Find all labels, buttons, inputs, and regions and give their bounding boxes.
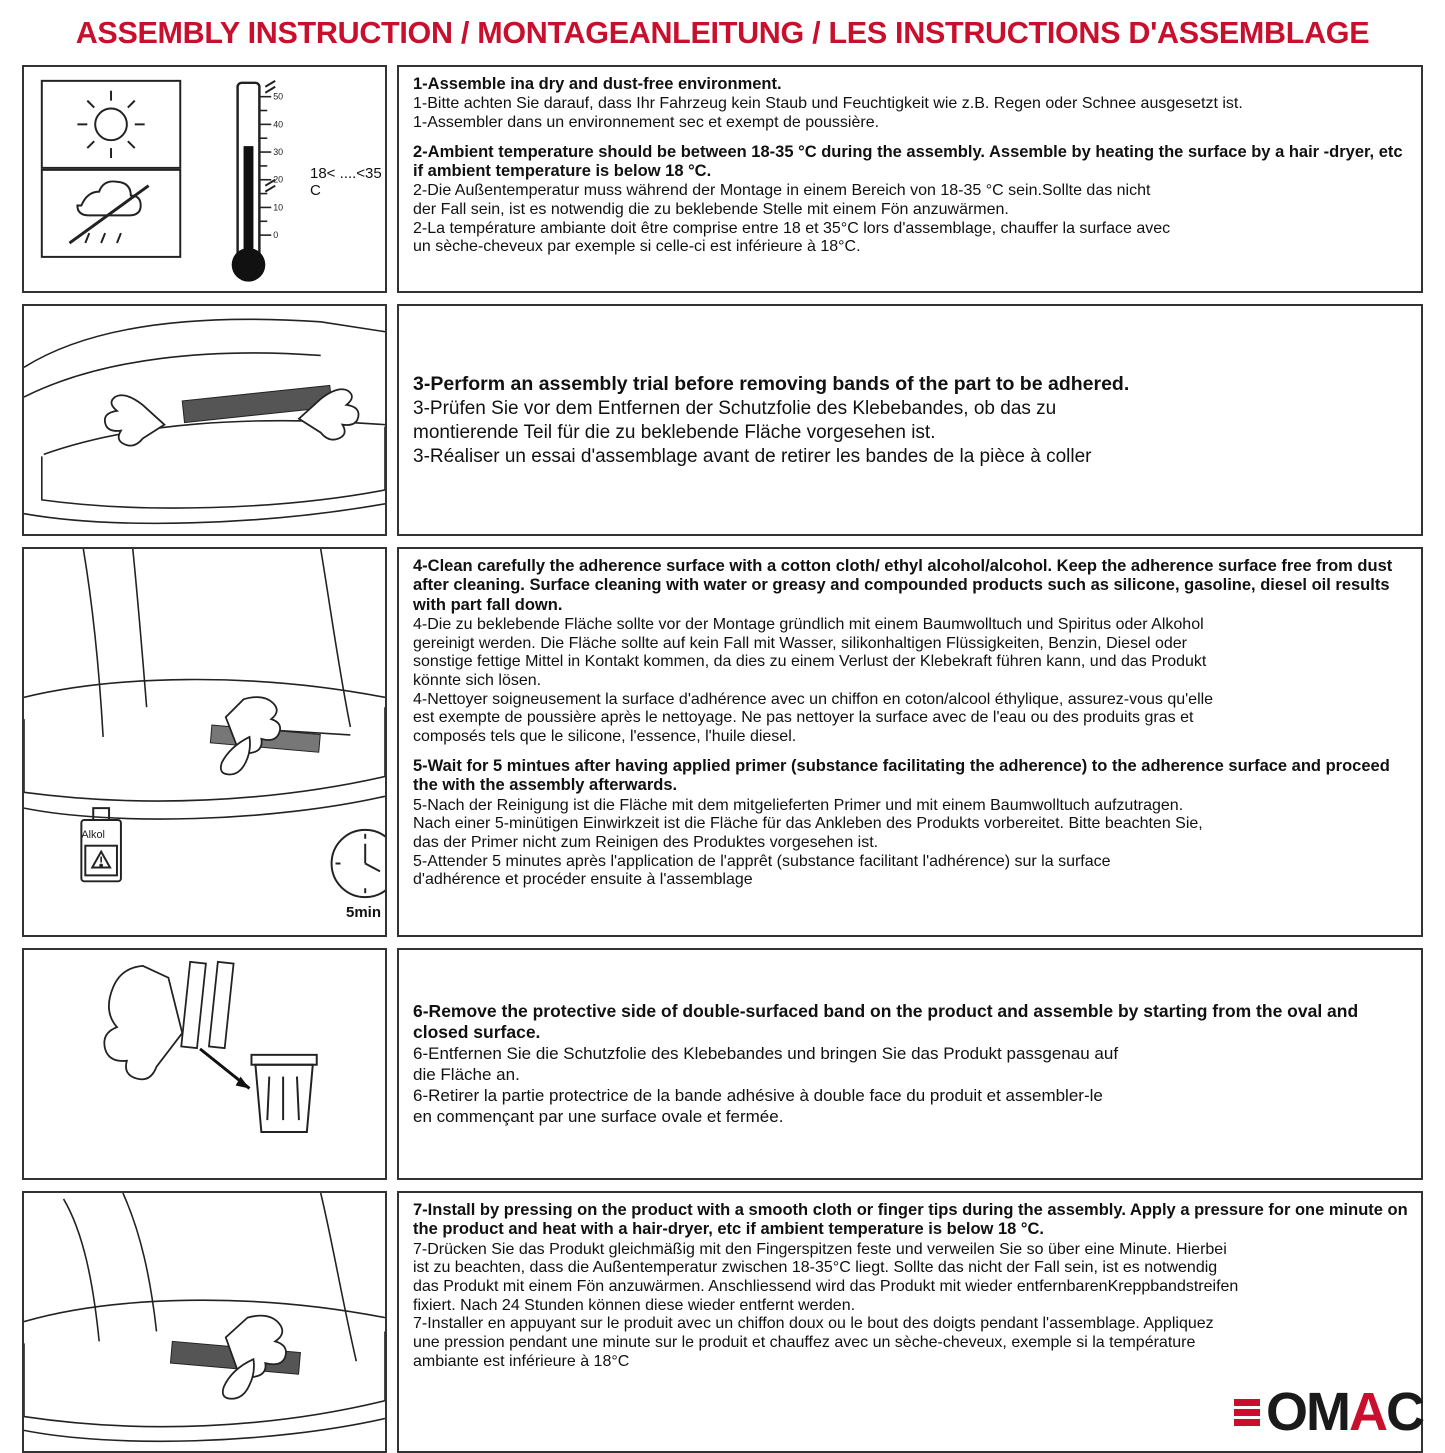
svg-text:0: 0 [273,230,279,241]
step-2-line-fr-2: un sèche-cheveux par exemple si celle-ci est inférieure à 18°C. [413,238,861,256]
step-6-line-fr-2: en commençant par une surface ovale et fermée. [413,1106,784,1126]
clock-label: 5min [346,904,382,921]
step-7-line-de-4: fixiert. Nach 24 Stunden können diese wieder entfernt werden. [413,1296,856,1314]
logo-letter-a: A [1349,1382,1386,1442]
step-7-line-fr-1: 7-Installer en appuyant sur le produit avec un chiffon doux ou le bout des doigts pendant l'assemblage. Appliquez [413,1315,1214,1333]
step-5-line-de-2: Nach einer 5-minütigen Einwirkzeit ist die Fläche für das Ankleben des Produkts vorbereitet. Bitte beachten Sie, [413,815,1203,833]
logo-bars-icon [1234,1399,1260,1426]
step-4-line-de-3: sonstige fettige Mittel in Kontakt kommen, da dies zu einem Verlust der Klebekraft führen kann, und das Produkt [413,653,1207,671]
step-4-highlight: 4-Clean carefully the adherence surface with a cotton cloth/ ethyl alcohol/alcohol. Keep the adherence surface free from dust after cleaning. Surface cleaning with water or greasy and compounded products such as silicone, gasoline, diesel oil results with part fall down. [413,557,1393,614]
step-3-highlight: 3-Perform an assembly trial before removing bands of the part to be adhered. [413,372,1130,395]
step-3-line-de-2: montierende Teil für die zu beklebende Fläche vorgesehen ist. [413,421,936,443]
temperature-range-label: 18< ....<35 C [310,165,382,199]
step-3-line-de-1: 3-Prüfen Sie vor dem Entfernen der Schutzfolie des Klebebandes, ob das zu [413,398,1057,420]
step-6-line-de-2: die Fläche an. [413,1065,520,1085]
step-4-line-de-1: 4-Die zu beklebende Fläche sollte vor der Montage gründlich mit einem Baumwolltuch und Spiritus oder Alkohol [413,615,1204,633]
instruction-text-1 [397,65,1423,293]
instruction-text-6 [397,948,1423,1180]
step-1-highlight: 1-Assemble ina dry and dust-free environment. [413,75,782,93]
step-1-line-fr: 1-Assembler dans un environnement sec et exempt de poussière. [413,114,880,132]
step-7-highlight: 7-Install by pressing on the product with a smooth cloth or finger tips during the assembly. Apply a pressure for one minute on the product and heat with a hair-dryer, etc if ambient temperature is below 18 °C. [413,1201,1408,1239]
instruction-row-4 [22,948,1423,1180]
logo-letter-c: C [1386,1382,1423,1442]
step-7-line-de-1: 7-Drücken Sie das Produkt gleichmäßig mit den Fingerspitzen feste und verweilen Sie so über eine Minute. Hierbei [413,1240,1227,1258]
brand-logo [1234,1382,1423,1442]
pictogram-environment [22,65,387,293]
step-2-highlight: 2-Ambient temperature should be between 18-35 °C during the assembly. Assemble by heating the surface by a hair -dryer, etc if ambient temperature is below 18 °C. [413,142,1403,181]
step-4-line-de-2: gereinigt werden. Die Fläche sollte auf kein Fall mit Wasser, silikonhaltigen Flüssigkeiten, Benzin, Diesel oder [413,634,1187,652]
step-2-line-de-2: der Fall sein, ist es notwendig die zu beklebende Stelle mit einem Fön anzuwärmen. [413,201,1009,219]
instruction-row-3 [22,547,1423,937]
step-7-line-de-2: ist zu beachten, dass die Außentemperatur zwischen 18-35°C liegt. Sollte das nicht der Fall sein, ist es notwendig [413,1259,1218,1277]
pictogram-trial-fit [22,304,387,536]
step-5-line-de-1: 5-Nach der Reinigung ist die Fläche mit dem mitgelieferten Primer und mit einem Baumwolltuch aufzutragen. [413,796,1184,814]
svg-text:30: 30 [273,147,284,158]
step-3-line-fr: 3-Réaliser un essai d'assemblage avant de retirer les bandes de la pièce à coller [413,445,1092,467]
bottle-label: Alkol [81,828,105,841]
svg-text:10: 10 [273,202,284,213]
pictogram-press-product [22,1191,387,1453]
step-5-line-fr-1: 5-Attender 5 minutes après l'application de l'apprêt (substance facilitant l'adhérence) sur la surface [413,852,1111,870]
step-6-line-fr-1: 6-Retirer la partie protectrice de la bande adhésive à double face du produit et assembler-le [413,1085,1103,1105]
pictogram-clean-surface [22,547,387,937]
instruction-text-4-5 [397,547,1423,937]
svg-text:40: 40 [273,119,284,130]
step-4-line-de-4: könnte sich lösen. [413,672,542,690]
step-6-line-de-1: 6-Entfernen Sie die Schutzfolie des Klebebandes und bringen Sie das Produkt passgenau auf [413,1044,1119,1064]
pictogram-remove-liner [22,948,387,1180]
step-2-line-de-1: 2-Die Außentemperatur muss während der Montage in einem Bereich von 18-35 °C sein.Sollte das nicht [413,182,1151,200]
page-title: ASSEMBLY INSTRUCTION / MONTAGEANLEITUNG / LES INSTRUCTIONS D'ASSEMBLAGE [75,16,1370,50]
step-4-line-fr-1: 4-Nettoyer soigneusement la surface d'adhérence avec un chiffon en coton/alcool éthylique, assurez-vous qu'elle [413,690,1214,708]
step-7-line-fr-2: une pression pendant une minute sur le produit et chauffez avec un sèche-cheveux, exemple si la température [413,1334,1196,1352]
step-5-line-de-3: das der Primer nicht zum Reinigen des Produktes vorgesehen ist. [413,833,879,851]
clean-surface-illustration [24,549,385,931]
step-5-highlight: 5-Wait for 5 mintues after having applied primer (substance facilitating the adherence) to the adherence surface and proceed the with the assembly afterwards. [413,756,1390,795]
logo-letter-m: M [1306,1382,1349,1442]
svg-text:20: 20 [273,174,284,185]
step-1-line-de: 1-Bitte achten Sie darauf, dass Ihr Fahrzeug kein Staub und Feuchtigkeit wie z.B. Regen oder Schnee ausgesetzt ist. [413,95,1243,113]
trial-fit-illustration [24,306,385,532]
svg-text:50: 50 [273,91,284,102]
instruction-row-5 [22,1191,1423,1453]
step-5-line-fr-2: d'adhérence et procéder ensuite à l'assemblage [413,871,753,889]
step-7-line-fr-3: ambiante est inférieure à 18°C [413,1352,630,1370]
instruction-text-3 [397,304,1423,536]
step-6-highlight: 6-Remove the protective side of double-surfaced band on the product and assemble by starting from the oval and closed surface. [413,1000,1359,1043]
step-4-line-fr-2: est exempte de poussière après le nettoyage. Ne pas nettoyer la surface avec de l'eau ou des produits gras et [413,709,1194,727]
remove-liner-illustration [24,950,385,1176]
step-2-line-fr-1: 2-La température ambiante doit être comprise entre 18 et 35°C lors d'assemblage, chauffer la surface avec [413,219,1171,237]
press-product-illustration [24,1193,385,1448]
step-7-line-de-3: das Produkt mit einem Fön anzuwärmen. Anschliessend wird das Produkt mit wieder entfernbarenKreppbandstreifen [413,1278,1239,1296]
logo-letter-o: O [1266,1382,1307,1442]
instruction-row-2 [22,304,1423,536]
instruction-row-1 [22,65,1423,293]
step-4-line-fr-3: composés tels que le silicone, l'essence, l'huile diesel. [413,728,797,746]
